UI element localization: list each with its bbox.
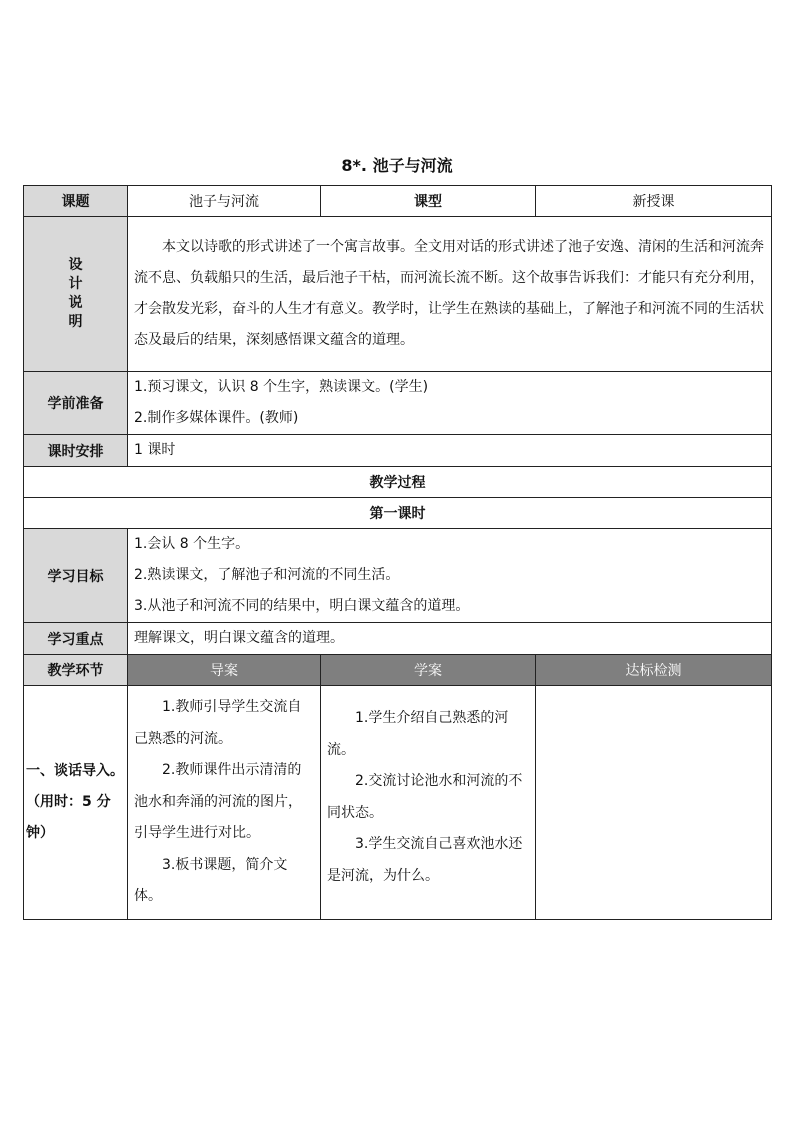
- study-step: 1.学生介绍自己熟悉的河流。: [327, 710, 509, 758]
- focus-label: 学习重点: [24, 623, 128, 655]
- focus-row: [24, 623, 772, 655]
- goal-item: 3.从池子和河流不同的结果中，明白课文蕴含的道理。: [134, 598, 470, 614]
- study-step: 3.学生交流自己喜欢池水还是河流，为什么。: [327, 836, 523, 884]
- stage1-row: [24, 686, 772, 920]
- goals-items: [128, 529, 772, 623]
- prep-item: 2.制作多媒体课件。(教师): [134, 410, 299, 426]
- schedule-value: 1 课时: [128, 435, 772, 467]
- prep-item: 1.预习课文，认识 8 个生字，熟读课文。(学生): [134, 379, 429, 395]
- course-type-value: 新授课: [536, 186, 772, 217]
- schedule-label: 课时安排: [24, 435, 128, 467]
- stage1-guide: [128, 686, 321, 920]
- guide-step: 1.教师引导学生交流自己熟悉的河流。: [134, 699, 302, 747]
- course-row: [24, 186, 772, 217]
- stage1-name-line: （用时：5 分: [26, 793, 111, 810]
- design-label: [24, 217, 128, 372]
- page-title: 8*. 池子与河流: [341, 156, 453, 175]
- course-type-label: 课型: [321, 186, 536, 217]
- stage1-name-line: 一、谈话导入。: [26, 762, 124, 779]
- focus-value: 理解课文，明白课文蕴含的道理。: [128, 623, 772, 655]
- goal-item: 2.熟读课文，了解池子和河流的不同生活。: [134, 567, 400, 583]
- schedule-row: [24, 435, 772, 467]
- stage1-study: [321, 686, 536, 920]
- period-title: 第一课时: [24, 498, 772, 529]
- stage1-name: [24, 686, 128, 920]
- guide-step: 3.板书课题，简介文体。: [134, 856, 288, 904]
- check-column-header: 达标检测: [536, 655, 772, 686]
- columns-header-row: [24, 655, 772, 686]
- design-label-char: 设: [68, 257, 83, 273]
- design-label-char: 计: [68, 276, 83, 292]
- process-title: 教学过程: [24, 467, 772, 498]
- prep-row: [24, 372, 772, 435]
- design-label-char: 说: [68, 295, 83, 311]
- stage1-check: [536, 686, 772, 920]
- study-column-header: 学案: [321, 655, 536, 686]
- study-step: 2.交流讨论池水和河流的不同状态。: [327, 773, 523, 821]
- guide-step: 2.教师课件出示清清的池水和奔涌的河流的图片，引导学生进行对比。: [134, 762, 302, 841]
- stage1-name-line: 钟）: [26, 824, 54, 841]
- process-row: [24, 467, 772, 498]
- course-value: 池子与河流: [128, 186, 321, 217]
- design-text: 本文以诗歌的形式讲述了一个寓言故事。全文用对话的形式讲述了池子安逸、清闲的生活和河流奔流不息、负载船只的生活，最后池子干枯，而河流长流不断。这个故事告诉我们：才能只有充分利用，才会散发光彩，奋斗的人生才有意义。教学时，让学生在熟读的基础上，了解池子和河流不同的生活状态及最后的结果，深刻感悟课文蕴含的道理。: [128, 217, 772, 372]
- prep-label: 学前准备: [24, 372, 128, 435]
- period-row: [24, 498, 772, 529]
- design-row: [24, 217, 772, 372]
- prep-items: [128, 372, 772, 435]
- lesson-plan-table: [23, 185, 772, 920]
- goals-row: [24, 529, 772, 623]
- course-label: 课题: [24, 186, 128, 217]
- design-label-char: 明: [68, 314, 83, 330]
- columns-label: 教学环节: [24, 655, 128, 686]
- goal-item: 1.会认 8 个生字。: [134, 536, 250, 552]
- guide-column-header: 导案: [128, 655, 321, 686]
- goals-label: 学习目标: [24, 529, 128, 623]
